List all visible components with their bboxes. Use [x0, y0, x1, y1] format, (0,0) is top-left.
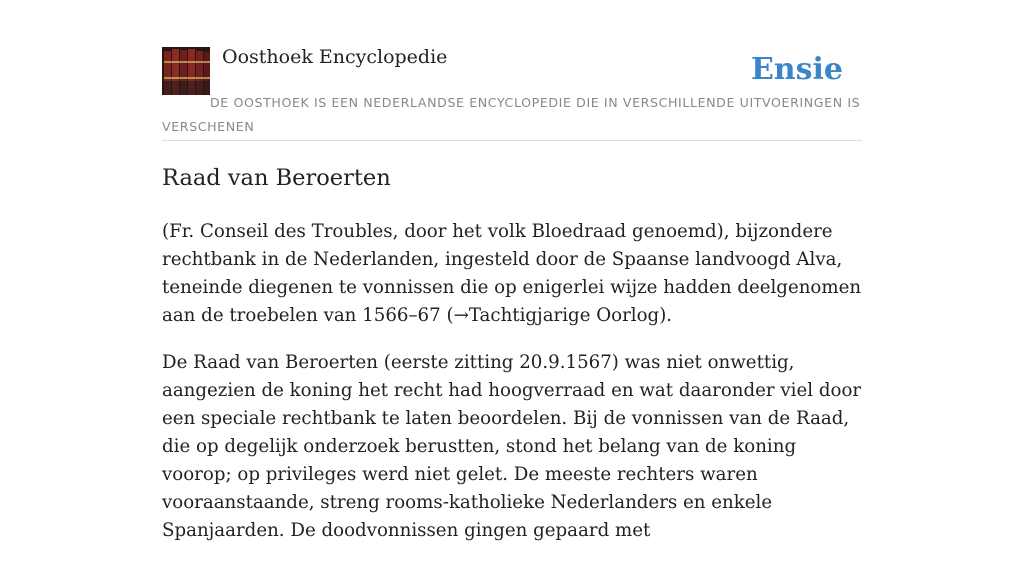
crossref-link-tachtigjarige-oorlog[interactable] — [454, 305, 660, 326]
paragraph-1-text-end: ). — [659, 305, 673, 326]
article-title: Raad van Beroerten — [162, 165, 391, 191]
avatar[interactable] — [162, 47, 210, 95]
arrow-right-icon: → — [453, 305, 469, 326]
site-title[interactable]: Oosthoek Encyclopedie — [222, 46, 448, 68]
site-header — [162, 44, 862, 141]
site-tagline: DE OOSTHOEK IS EEN NEDERLANDSE ENCYCLOPEDIE DIE IN VERSCHILLENDE UITVOERINGEN IS VERSCHENEN — [162, 95, 861, 134]
article-paragraph-1 — [162, 218, 862, 330]
article-paragraph-2: De Raad van Beroerten (eerste zitting 20.9.1567) was niet onwettig, aangezien de koning het recht had hoogverraad en wat daaronder viel door een speciale rechtbank te laten beoordelen. Bij de vonnissen van de Raad, die op degelijk onderzoek berustten, stond het belang van de koning voorop; op privileges werd niet gelet. De meeste rechters waren vooraanstaande, streng rooms-katholieke Nederlanders en enkele Spanjaarden. De doodvonnissen gingen gepaard met — [162, 352, 862, 541]
ensie-logo-link[interactable]: Ensie — [750, 52, 843, 87]
article — [162, 160, 862, 564]
crossref-link-label: Tachtigjarige Oorlog — [468, 305, 660, 326]
paragraph-1-text: (Fr. Conseil des Troubles, door het volk Bloedraad genoemd), bijzondere rechtbank in de Nederlanden, ingesteld door de Spaanse landvoogd Alva, teneinde diegenen te vonnissen die op enigerlei wijze hadden deelgenomen aan de troebelen van 1566–67 ( — [162, 221, 862, 326]
book-spines-icon — [162, 47, 210, 95]
